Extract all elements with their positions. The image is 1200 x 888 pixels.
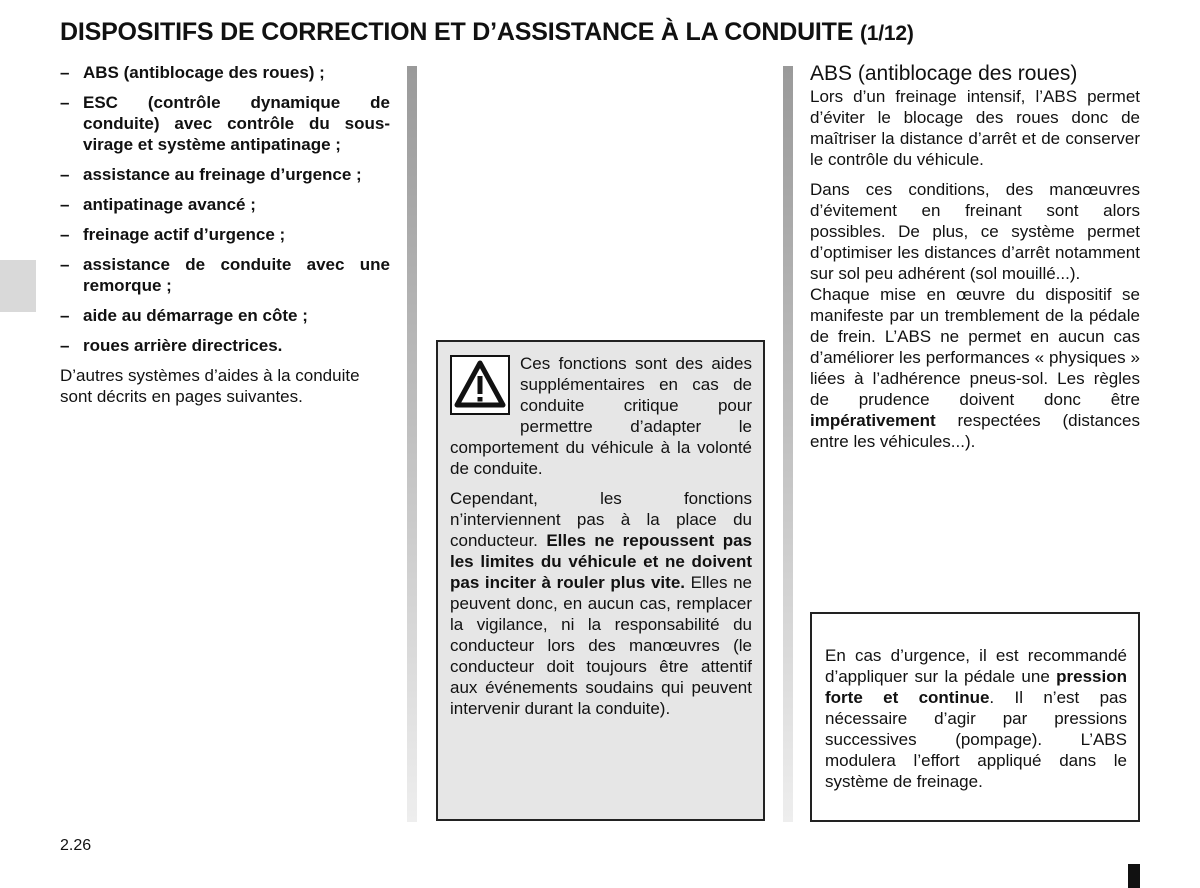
- list-item: [60, 194, 390, 215]
- warning-paragraph-1: Ces fonctions sont des aides supplémentaires en cas de conduite critique pour permettre d’adapter le comportement du véhicule à la volonté de conduite.: [450, 354, 752, 478]
- list-item: [60, 254, 390, 296]
- list-item-text: assistance de conduite avec une remorque ;: [83, 255, 390, 295]
- list-dash: –: [60, 93, 70, 112]
- list-item: [60, 335, 390, 356]
- page-number: 2.26: [60, 837, 92, 854]
- abs-paragraph-2: Dans ces conditions, des manœuvres d’évitement en freinant sont alors possibles. De plus, ce système permet d’optimiser les distances d’arrêt notamment sur sol peu adhérent (sol mouillé...).: [810, 180, 1140, 283]
- list-item: [60, 305, 390, 326]
- page-title: [60, 18, 914, 47]
- warning-box: [436, 340, 765, 821]
- list-dash: –: [60, 255, 70, 274]
- warning-bold-text: Elles ne repoussent pas les limites du véhicule et ne doivent pas inciter à rouler plus vite.: [450, 531, 752, 592]
- left-footer-text: D’autres systèmes d’aides à la conduite sont décrits en pages suivantes.: [60, 366, 360, 406]
- list-item-text: roues arrière directrices.: [83, 336, 283, 355]
- page-title-count: (1/12): [859, 22, 914, 45]
- list-item-text: antipatinage avancé ;: [83, 195, 256, 214]
- column-divider: [407, 66, 417, 822]
- list-item: [60, 224, 390, 245]
- note-bold-text: pression forte et continue: [825, 667, 1127, 707]
- warning-content: [450, 353, 752, 728]
- abs-text: Chaque mise en œuvre du dispositif se manifeste par un tremblement de la pédale de frein. L’ABS ne permet en aucun cas d’améliorer les performances « physiques » liées à l’adhérence pneus-sol. Les règles de prudence doivent donc être: [810, 285, 1140, 409]
- list-item-text: ESC (contrôle dynamique de conduite) avec contrôle du sous-virage et système antipatinage ;: [83, 93, 390, 154]
- list-dash: –: [60, 306, 70, 325]
- list-item: [60, 62, 390, 83]
- list-item-text: assistance au freinage d’urgence ;: [83, 165, 362, 184]
- chapter-tab: [0, 260, 36, 312]
- list-item-text: ABS (antiblocage des roues) ;: [83, 63, 325, 82]
- list-dash: –: [60, 195, 70, 214]
- section-heading: ABS (antiblocage des roues): [810, 62, 1078, 85]
- note-text: . Il n’est pas nécessaire d’agir par pressions successives (pompage). L’ABS modulera l’effort appliqué dans le système de freinage.: [825, 688, 1127, 791]
- page-title-main: DISPOSITIFS DE CORRECTION ET D’ASSISTANCE À LA CONDUITE: [60, 18, 854, 46]
- list-item-text: aide au démarrage en côte ;: [83, 306, 308, 325]
- left-column: [60, 62, 390, 407]
- abs-paragraph-3: [810, 284, 1140, 452]
- note-text: En cas d’urgence, il est recommandé d’appliquer sur la pédale une: [825, 646, 1127, 686]
- list-dash: –: [60, 63, 70, 82]
- warning-text: Elles ne peuvent donc, en aucun cas, remplacer la vigilance, ni la responsabilité du conducteur lors des manœuvres (le conducteur doit toujours être attentif aux événements soudains qui peuvent intervenir durant la conduite).: [450, 573, 752, 718]
- abs-text: respectées (distances entre les véhicules...).: [810, 411, 1140, 451]
- abs-paragraph-1: Lors d’un freinage intensif, l’ABS permet d’éviter le blocage des roues donc de maîtriser la distance d’arrêt et de conserver le contrôle du véhicule.: [810, 87, 1140, 169]
- warning-text: Cependant, les fonctions n’interviennent pas à la place du conducteur.: [450, 489, 752, 550]
- note-box: [810, 612, 1140, 822]
- list-item: [60, 92, 390, 155]
- list-item-text: freinage actif d’urgence ;: [83, 225, 286, 244]
- abs-bold-text: impérativement: [810, 411, 936, 430]
- list-item: [60, 164, 390, 185]
- right-column: [810, 62, 1140, 452]
- note-content: [825, 645, 1127, 792]
- page-corner-mark: [1128, 864, 1140, 888]
- list-dash: –: [60, 165, 70, 184]
- list-dash: –: [60, 336, 70, 355]
- column-divider: [783, 66, 793, 822]
- warning-triangle-icon: [450, 355, 510, 415]
- warning-paragraph-2: [450, 488, 752, 719]
- list-dash: –: [60, 225, 70, 244]
